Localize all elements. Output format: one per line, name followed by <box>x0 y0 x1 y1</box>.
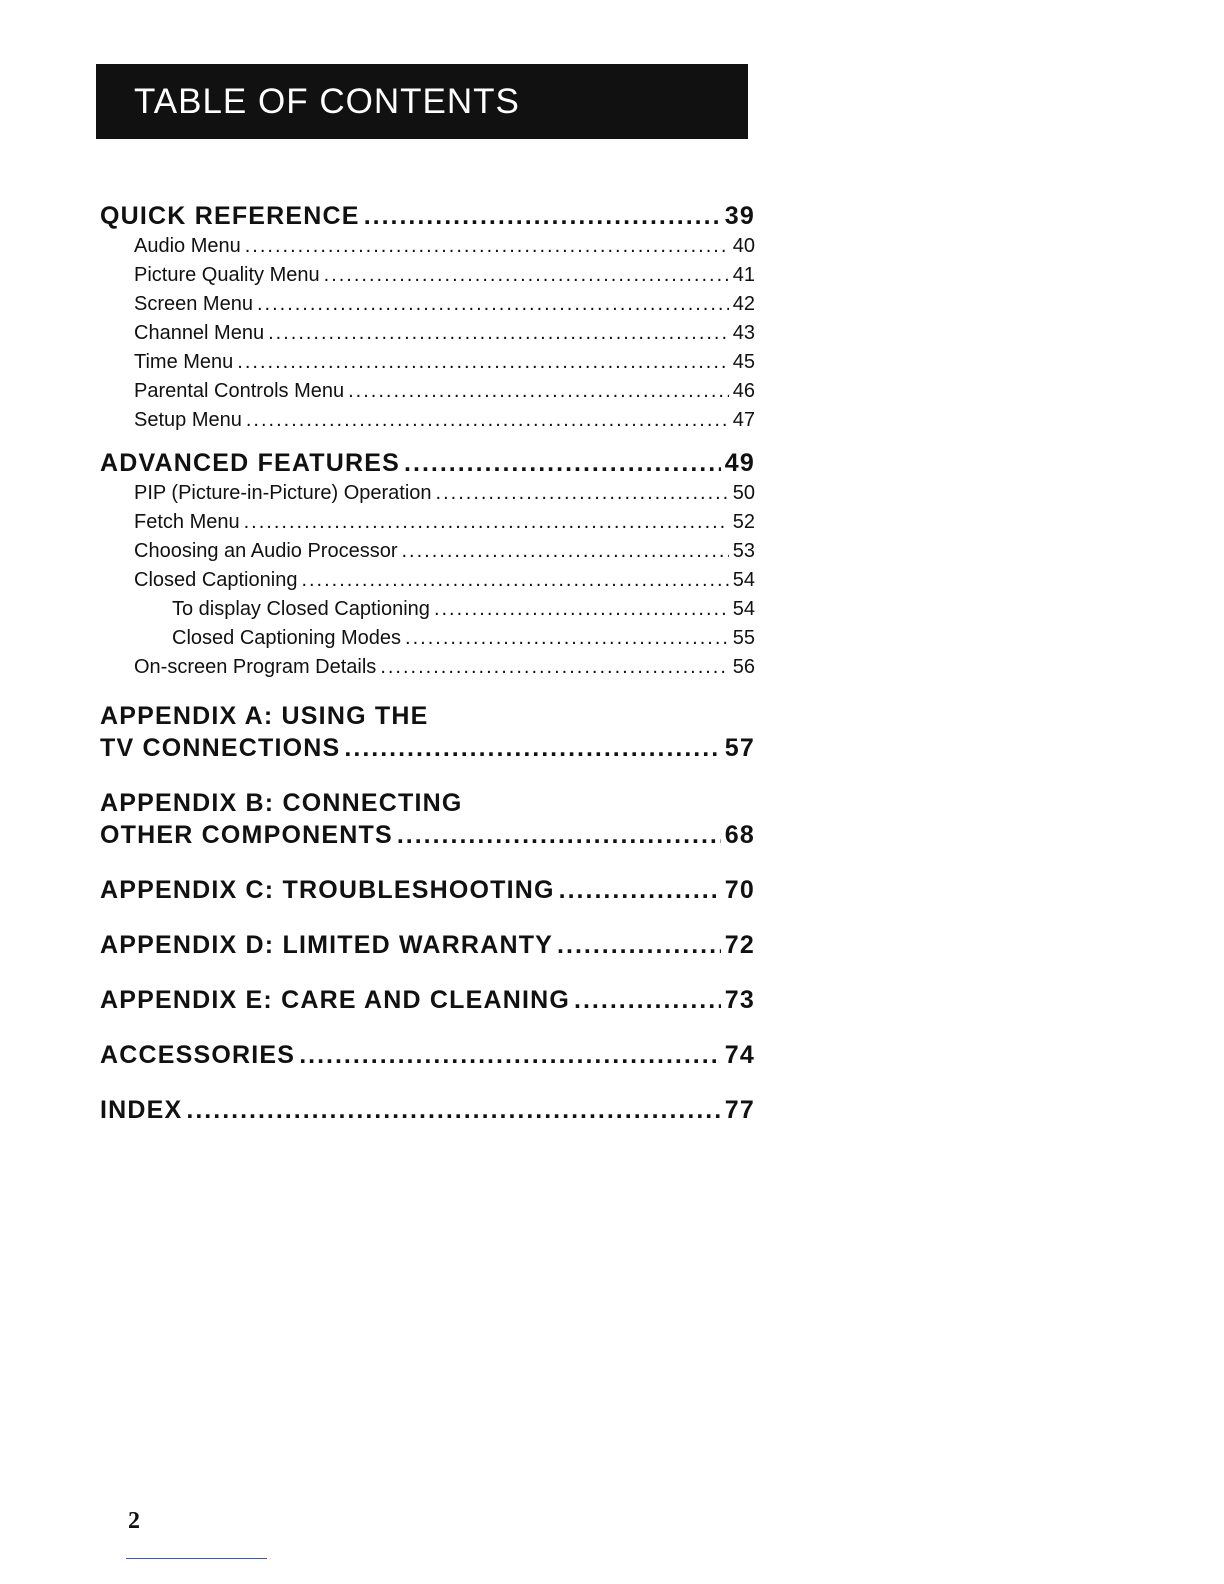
leader-dots <box>186 1094 720 1126</box>
toc-entry-label: APPENDIX C: TROUBLESHOOTING <box>100 876 555 904</box>
toc-entry-index[interactable] <box>100 1094 755 1126</box>
toc-subentry-label: On-screen Program Details <box>134 656 377 678</box>
toc-entry-label: APPENDIX D: LIMITED WARRANTY <box>100 931 554 959</box>
leader-dots <box>405 624 729 653</box>
leader-dots <box>397 819 721 851</box>
toc-entry-advanced-features[interactable] <box>100 447 755 479</box>
toc-subentry-label: PIP (Picture-in-Picture) Operation <box>134 482 432 504</box>
toc-subentry-page: 41 <box>732 264 755 286</box>
toc-subentry-label: Channel Menu <box>134 322 265 344</box>
toc-entry-label: INDEX <box>100 1096 183 1124</box>
spacer <box>100 851 755 874</box>
toc-entry-page: 57 <box>724 734 755 762</box>
toc-subentry[interactable] <box>100 232 755 261</box>
toc-subsubentry[interactable] <box>100 595 755 624</box>
toc-header-banner <box>96 64 748 139</box>
page-number: 2 <box>128 1508 140 1534</box>
leader-dots <box>344 732 720 764</box>
toc-entry-page: 73 <box>724 986 755 1014</box>
toc-entry-label: ADVANCED FEATURES <box>100 449 401 477</box>
leader-dots <box>257 290 729 319</box>
toc-subentry[interactable] <box>100 566 755 595</box>
spacer <box>100 682 755 700</box>
toc-subentry-label: Fetch Menu <box>134 511 240 533</box>
leader-dots <box>574 984 721 1016</box>
toc-subsubentry-label: To display Closed Captioning <box>172 598 430 620</box>
leader-dots <box>559 874 721 906</box>
toc-subsubentry[interactable] <box>100 624 755 653</box>
toc-subentry-page: 52 <box>732 511 755 533</box>
toc-entry-appendix-b[interactable] <box>100 819 755 851</box>
toc-subentry[interactable] <box>100 653 755 682</box>
toc-subentry-label: Parental Controls Menu <box>134 380 345 402</box>
page-title: TABLE OF CONTENTS <box>134 81 520 121</box>
spacer <box>100 906 755 929</box>
leader-dots <box>245 232 729 261</box>
toc-subentry-label: Closed Captioning <box>134 569 298 591</box>
spacer <box>100 961 755 984</box>
toc-entry-label: APPENDIX E: CARE AND CLEANING <box>100 986 571 1014</box>
toc-subentry-page: 50 <box>732 482 755 504</box>
toc-entry-page: 74 <box>724 1041 755 1069</box>
leader-dots <box>348 377 729 406</box>
toc-entry-page: 72 <box>724 931 755 959</box>
toc-entry-appendix-a-line1[interactable]: APPENDIX A: USING THE <box>100 702 429 730</box>
toc-entry-label: QUICK REFERENCE <box>100 202 360 230</box>
toc-subsubentry-page: 54 <box>732 598 755 620</box>
toc-subentry[interactable] <box>100 261 755 290</box>
spacer <box>100 1071 755 1094</box>
toc-subentry-label: Screen Menu <box>134 293 253 315</box>
toc-entry-appendix-a[interactable] <box>100 732 755 764</box>
toc-entry-appendix-c[interactable] <box>100 874 755 906</box>
spacer <box>100 764 755 787</box>
table-of-contents <box>100 200 755 1126</box>
leader-dots <box>301 566 728 595</box>
toc-entry-page: 77 <box>724 1096 755 1124</box>
leader-dots <box>246 406 729 435</box>
toc-entry-quick-reference[interactable] <box>100 200 755 232</box>
leader-dots <box>268 319 729 348</box>
toc-subsubentry-label: Closed Captioning Modes <box>172 627 402 649</box>
toc-subentry[interactable] <box>100 377 755 406</box>
toc-subentry-page: 42 <box>732 293 755 315</box>
leader-dots <box>380 653 728 682</box>
toc-subentry-page: 45 <box>732 351 755 373</box>
leader-dots <box>404 447 721 479</box>
toc-entry-page: 68 <box>724 821 755 849</box>
toc-entry-appendix-e[interactable] <box>100 984 755 1016</box>
leader-dots <box>402 537 729 566</box>
toc-entry-page: 70 <box>724 876 755 904</box>
leader-dots <box>299 1039 721 1071</box>
toc-subentry-page: 56 <box>732 656 755 678</box>
toc-subsubentry-page: 55 <box>732 627 755 649</box>
toc-subentry[interactable] <box>100 479 755 508</box>
toc-subentry-page: 47 <box>732 409 755 431</box>
spacer <box>100 435 755 447</box>
toc-subentry[interactable] <box>100 537 755 566</box>
toc-entry-appendix-b-line1[interactable]: APPENDIX B: CONNECTING <box>100 789 463 817</box>
leader-dots <box>237 348 728 377</box>
toc-subentry-page: 43 <box>732 322 755 344</box>
toc-subentry-label: Picture Quality Menu <box>134 264 320 286</box>
toc-entry-appendix-d[interactable] <box>100 929 755 961</box>
toc-subentry-label: Audio Menu <box>134 235 241 257</box>
leader-dots <box>557 929 721 961</box>
toc-subentry-label: Choosing an Audio Processor <box>134 540 398 562</box>
toc-subentry-page: 46 <box>732 380 755 402</box>
toc-entry-label: OTHER COMPONENTS <box>100 821 393 849</box>
footer-rule <box>126 1558 267 1559</box>
spacer <box>100 1016 755 1039</box>
toc-entry-page: 39 <box>724 202 755 230</box>
leader-dots <box>434 595 729 624</box>
leader-dots <box>364 200 721 232</box>
toc-subentry-page: 54 <box>732 569 755 591</box>
toc-subentry[interactable] <box>100 406 755 435</box>
toc-subentry[interactable] <box>100 290 755 319</box>
toc-subentry[interactable] <box>100 508 755 537</box>
toc-entry-accessories[interactable] <box>100 1039 755 1071</box>
leader-dots <box>324 261 729 290</box>
toc-subentry-label: Setup Menu <box>134 409 242 431</box>
toc-entry-label: TV CONNECTIONS <box>100 734 341 762</box>
toc-entry-page: 49 <box>724 449 755 477</box>
toc-entry-label: ACCESSORIES <box>100 1041 296 1069</box>
leader-dots <box>244 508 729 537</box>
toc-subentry[interactable] <box>100 319 755 348</box>
toc-subentry-page: 40 <box>732 235 755 257</box>
toc-subentry-label: Time Menu <box>134 351 234 373</box>
toc-subentry-page: 53 <box>732 540 755 562</box>
leader-dots <box>436 479 729 508</box>
toc-subentry[interactable] <box>100 348 755 377</box>
